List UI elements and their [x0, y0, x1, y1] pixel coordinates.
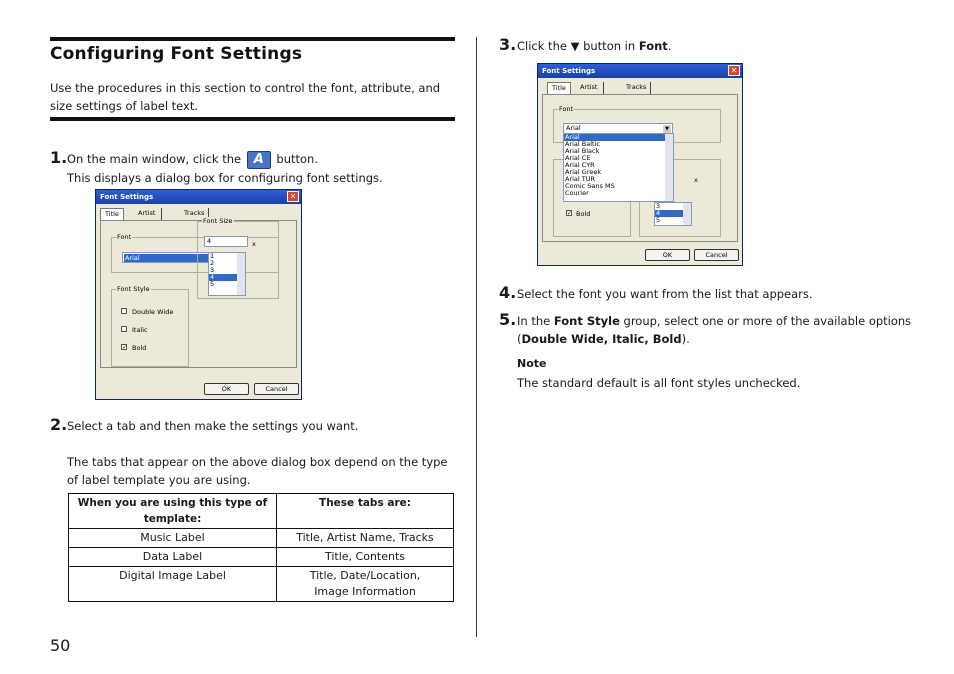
- list-item[interactable]: Arial CYR: [565, 161, 595, 169]
- step5-bold-a: Font Style: [553, 314, 620, 328]
- dialog-titlebar: [96, 190, 301, 204]
- font-size-list[interactable]: [654, 202, 692, 226]
- page-number: 50: [50, 636, 71, 655]
- font-settings-a-icon: A: [247, 151, 271, 169]
- step-text-5: [517, 312, 917, 348]
- font-size-group: [197, 217, 279, 299]
- step1-subtext: This displays a dialog box for configuring font settings.: [67, 171, 383, 185]
- list-item[interactable]: Comic Sans MS: [565, 182, 615, 190]
- list-item-selected[interactable]: 4: [209, 274, 245, 281]
- step3-text-after: .: [667, 39, 672, 53]
- tabs-table: [68, 493, 454, 602]
- step1-text-after: button.: [276, 152, 318, 166]
- list-item[interactable]: Arial TUR: [565, 175, 596, 183]
- tab-artist-name[interactable]: Artist: [576, 82, 604, 94]
- intro-text: Use the procedures in this section to control the font, attribute, and size settings of label text.: [50, 81, 441, 113]
- font-style-group: [111, 285, 189, 367]
- font-group-label: Font: [559, 105, 574, 113]
- dialog-titlebar: [538, 64, 742, 78]
- list-item[interactable]: Arial CE: [565, 154, 591, 162]
- bold-label: Bold: [576, 210, 591, 218]
- double-wide-label: Double Wide: [132, 308, 174, 316]
- list-item[interactable]: 3: [656, 202, 661, 210]
- note-heading: Note: [517, 357, 547, 370]
- tab-artist-name[interactable]: Artist: [134, 208, 162, 220]
- step-number-2: 2.: [50, 415, 68, 434]
- tab-title[interactable]: Title: [547, 82, 571, 94]
- table-row: [69, 567, 454, 602]
- tab-title[interactable]: Title: [100, 208, 124, 220]
- step-text-4: Select the font you want from the list that appears.: [517, 287, 813, 301]
- bold-checkbox[interactable]: ✓: [122, 344, 128, 351]
- step1-text-before: On the main window, click the: [67, 152, 242, 166]
- font-dropdown-list[interactable]: [563, 133, 674, 202]
- step-number-4: 4.: [499, 283, 517, 302]
- font-select-value: Arial: [566, 124, 581, 132]
- table-cell: Title, Date/Location, Image Information: [277, 567, 454, 602]
- table-header: These tabs are:: [277, 494, 454, 529]
- list-item[interactable]: Arial Baltic: [565, 140, 600, 148]
- list-item[interactable]: 2: [210, 259, 215, 267]
- heading-rule: [50, 37, 455, 41]
- italic-label: Italic: [132, 326, 148, 334]
- step5-text-a: In the: [517, 314, 551, 328]
- bold-label: Bold: [132, 344, 147, 352]
- list-item[interactable]: 5: [210, 280, 215, 288]
- list-item[interactable]: Courier: [565, 189, 589, 197]
- step5-text-c: ).: [681, 332, 690, 346]
- column-divider: [476, 37, 477, 637]
- close-icon[interactable]: ✕: [287, 191, 299, 202]
- step-text-1: [67, 150, 318, 169]
- italic-checkbox[interactable]: [121, 326, 127, 332]
- section-heading: Configuring Font Settings: [50, 44, 303, 64]
- font-size-group-label: Font Size: [203, 217, 233, 225]
- note-text: The standard default is all font styles unchecked.: [517, 376, 801, 390]
- font-group-label: Font: [117, 233, 132, 241]
- step5-text-b: group, select one or more of the available options (: [517, 314, 912, 346]
- step-text-2: Select a tab and then make the settings you want.: [67, 419, 359, 433]
- list-item-selected[interactable]: 4: [655, 210, 691, 217]
- size-unit-label: x: [252, 240, 256, 248]
- font-settings-dialog: [95, 189, 302, 400]
- font-style-group-label: Font Style: [117, 285, 150, 293]
- list-item[interactable]: Arial Greek: [565, 168, 602, 176]
- list-scrollbar[interactable]: [237, 253, 245, 295]
- step3-bold: Font: [638, 39, 668, 53]
- ok-button[interactable]: OK: [204, 383, 249, 395]
- bold-checkbox[interactable]: ✓: [567, 210, 573, 217]
- dialog-title: Font Settings: [100, 193, 154, 201]
- double-wide-checkbox[interactable]: [121, 308, 127, 314]
- table-header-row: [69, 494, 454, 529]
- list-item[interactable]: 5: [656, 216, 661, 224]
- table-row: [69, 548, 454, 567]
- close-icon[interactable]: ✕: [728, 65, 740, 76]
- ok-button[interactable]: OK: [645, 249, 690, 261]
- step3-text-before: Click the ▼ button in: [517, 39, 636, 53]
- table-cell: Digital Image Label: [69, 567, 277, 602]
- table-cell: Title, Artist Name, Tracks: [277, 529, 454, 548]
- cancel-button[interactable]: Cancel: [254, 383, 299, 395]
- intro-rule: [50, 117, 455, 121]
- dialog-title: Font Settings: [542, 67, 596, 75]
- list-item[interactable]: Arial Black: [565, 147, 600, 155]
- step5-bold-b: Double Wide, Italic, Bold: [521, 332, 682, 346]
- font-size-list[interactable]: [208, 252, 246, 296]
- list-scrollbar[interactable]: [665, 134, 673, 201]
- font-settings-dialog-dropdown: [537, 63, 743, 266]
- table-header: When you are using this type of template:: [69, 494, 277, 529]
- step2-para: The tabs that appear on the above dialog box depend on the type of label template you are using.: [67, 455, 448, 487]
- table-row: [69, 529, 454, 548]
- tab-tracks[interactable]: Tracks: [180, 208, 209, 220]
- step-number-1: 1.: [50, 148, 68, 167]
- list-item[interactable]: 1: [210, 252, 215, 260]
- font-size-input[interactable]: 4: [204, 236, 248, 247]
- step-number-5: 5.: [499, 310, 517, 329]
- tab-panel: [100, 217, 297, 368]
- step-text-3: [517, 37, 671, 55]
- cancel-button[interactable]: Cancel: [694, 249, 739, 261]
- step-number-3: 3.: [499, 35, 517, 54]
- chevron-down-icon[interactable]: ▼: [663, 125, 671, 133]
- list-item-selected[interactable]: Arial: [564, 134, 673, 141]
- list-item[interactable]: 3: [210, 266, 215, 274]
- tab-tracks[interactable]: Tracks: [622, 82, 651, 94]
- table-cell: Music Label: [69, 529, 277, 548]
- table-cell: Data Label: [69, 548, 277, 567]
- list-scrollbar[interactable]: [683, 203, 691, 225]
- size-unit-label: x: [694, 176, 698, 184]
- table-cell: Title, Contents: [277, 548, 454, 567]
- font-select-value: Arial: [124, 254, 224, 262]
